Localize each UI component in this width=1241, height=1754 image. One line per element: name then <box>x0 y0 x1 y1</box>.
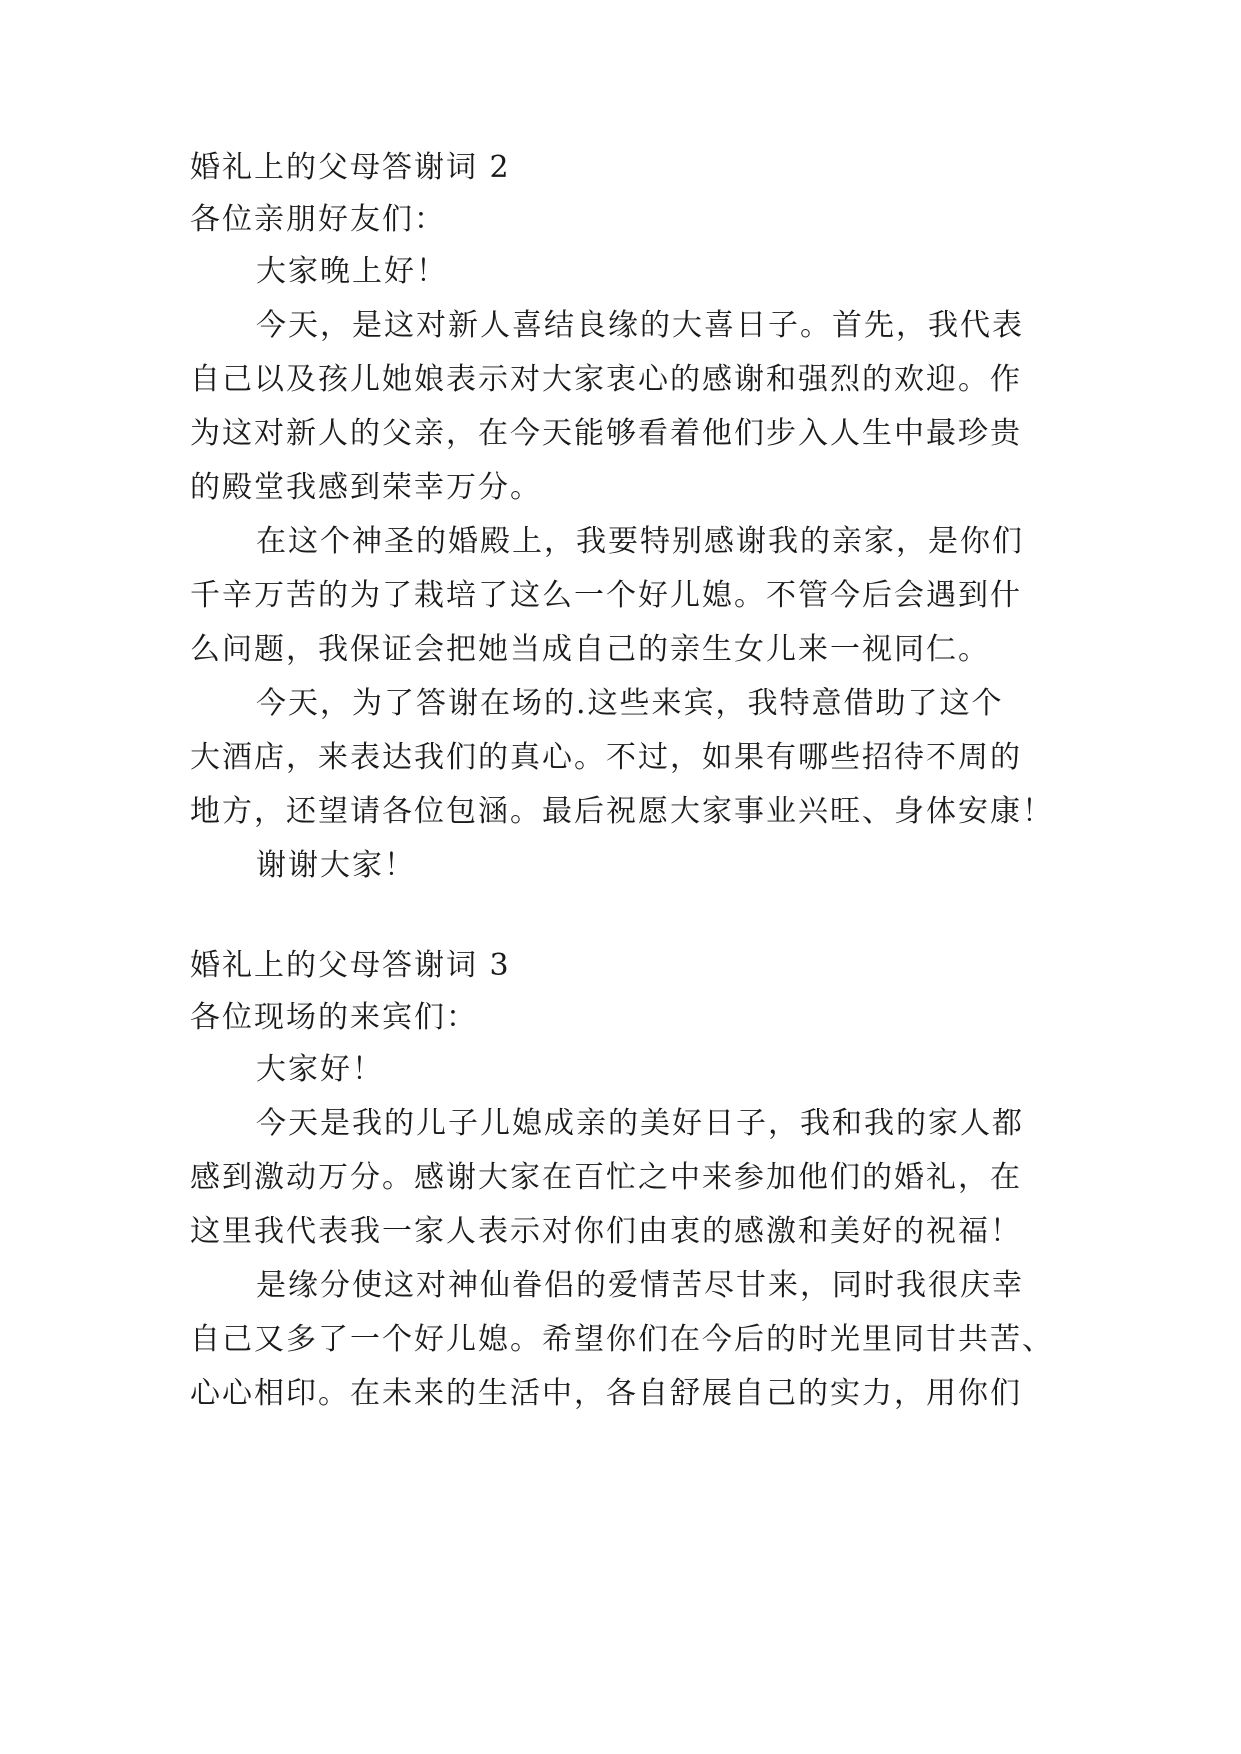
salutation: 各位现场的来宾们： <box>190 1000 478 1035</box>
paragraph-line: 千辛万苦的为了栽培了这么一个好儿媳。不管今后会遇到什 <box>190 578 1022 613</box>
greeting: 大家晚上好！ <box>256 254 448 289</box>
closing-line: 谢谢大家！ <box>256 848 416 883</box>
greeting: 大家好！ <box>256 1052 384 1087</box>
paragraph-line: 是缘分使这对神仙眷侣的爱情苦尽甘来，同时我很庆幸 <box>256 1268 1024 1303</box>
paragraph-line: 感到激动万分。感谢大家在百忙之中来参加他们的婚礼，在 <box>190 1160 1022 1195</box>
paragraph-line: 自己以及孩儿她娘表示对大家衷心的感谢和强烈的欢迎。作 <box>190 362 1022 397</box>
salutation: 各位亲朋好友们： <box>190 202 446 237</box>
section-title: 婚礼上的父母答谢词 2 <box>190 150 511 185</box>
section-title: 婚礼上的父母答谢词 3 <box>190 948 511 983</box>
paragraph-line: 今天是我的儿子儿媳成亲的美好日子，我和我的家人都 <box>256 1106 1024 1141</box>
paragraph-line: 在这个神圣的婚殿上，我要特别感谢我的亲家，是你们 <box>256 524 1024 559</box>
paragraph-line: 心心相印。在未来的生活中，各自舒展自己的实力，用你们 <box>190 1376 1022 1411</box>
paragraph-line: 为这对新人的父亲，在今天能够看着他们步入人生中最珍贵 <box>190 416 1022 451</box>
paragraph-line: 地方，还望请各位包涵。最后祝愿大家事业兴旺、身体安康！ <box>190 794 1054 829</box>
paragraph-line: 今天，是这对新人喜结良缘的大喜日子。首先，我代表 <box>256 308 1024 343</box>
paragraph-line: 今天，为了答谢在场的.这些来宾，我特意借助了这个 <box>256 686 1004 721</box>
paragraph-line: 这里我代表我一家人表示对你们由衷的感激和美好的祝福！ <box>190 1214 1022 1249</box>
paragraph-line: 么问题，我保证会把她当成自己的亲生女儿来一视同仁。 <box>190 632 990 667</box>
paragraph-line: 大酒店，来表达我们的真心。不过，如果有哪些招待不周的 <box>190 740 1022 775</box>
paragraph-line: 自己又多了一个好儿媳。希望你们在今后的时光里同甘共苦、 <box>190 1322 1054 1357</box>
paragraph-line: 的殿堂我感到荣幸万分。 <box>190 470 542 505</box>
